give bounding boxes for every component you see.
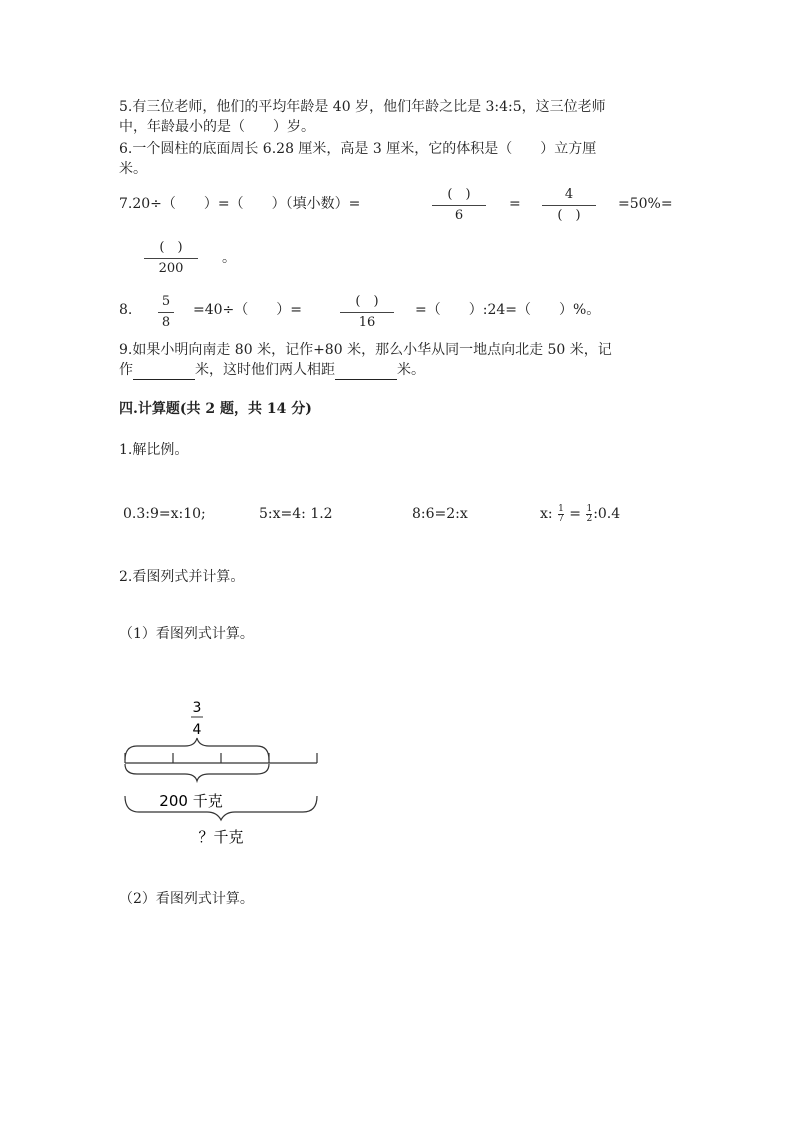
q7-mid: =50%= — [618, 196, 673, 212]
q9-answer-blank-1[interactable] — [133, 363, 195, 380]
q9-line2 — [119, 360, 425, 380]
q8-mid: =40÷（ ）= — [193, 302, 303, 318]
q7-fraction-1 — [432, 187, 486, 224]
top-brace — [125, 738, 269, 760]
eq4-fraction-2 — [586, 505, 592, 524]
q9-answer-blank-2[interactable] — [335, 363, 397, 380]
q5-line2: 中，年龄最小的是（ ）岁。 — [119, 119, 315, 135]
q8-fraction-2 — [340, 294, 394, 331]
q7-f3-denominator: 200 — [158, 261, 184, 276]
q7-f2-denominator: ( ) — [557, 208, 581, 223]
q9-line1: 9.如果小明向南走 80 米，记作+80 米，那么小华从同一地点向北走 50 米，记 — [119, 342, 612, 358]
label-unknown: ？千克 — [198, 828, 244, 846]
q7-f1-denominator: 6 — [454, 208, 464, 223]
section-heading: 四.计算题(共 2 题，共 14 分) — [119, 401, 312, 417]
calc1-equation-4 — [540, 504, 620, 524]
q8-f2-numerator: ( ) — [355, 294, 379, 309]
eq4-x: x: — [540, 506, 553, 522]
diagram-frac-denominator: 4 — [192, 722, 202, 738]
diagram-frac-numerator: 3 — [192, 700, 202, 716]
q8-label: 8. — [119, 302, 133, 318]
calc2-sub1: （1）看图列式计算。 — [119, 626, 254, 642]
eq4-equals: = — [569, 506, 581, 522]
q5-line1: 5.有三位老师，他们的平均年龄是 40 岁，他们年龄之比是 3:4:5，这三位老师 — [119, 99, 606, 115]
q8-f1-numerator: 5 — [161, 294, 171, 309]
q8-fraction-1 — [158, 294, 174, 331]
q6-line1: 6.一个圆柱的底面周长 6.28 厘米，高是 3 厘米，它的体积是（ ）立方厘 — [119, 141, 597, 157]
q9-part-b: 米，这时他们两人相距 — [195, 362, 335, 378]
q7-end: 。 — [222, 250, 236, 266]
q7-equals: = — [509, 196, 521, 212]
fraction-bar — [144, 258, 198, 259]
q7-f3-numerator: ( ) — [159, 240, 183, 255]
calc1-equation-1: 0.3:9=x:10; — [123, 506, 206, 522]
fraction-bar — [432, 205, 486, 206]
q7-fraction-2 — [542, 187, 596, 224]
q9-part-c: 米。 — [397, 362, 425, 378]
q7-f2-numerator: 4 — [564, 187, 574, 202]
eq4-f1-numerator: 1 — [558, 503, 564, 514]
calc2-title: 2.看图列式并计算。 — [119, 569, 245, 585]
q8-f2-denominator: 16 — [358, 315, 376, 330]
eq4-f2-denominator: 2 — [586, 513, 593, 524]
q9-part-a: 作 — [119, 362, 133, 378]
fraction-bar — [340, 312, 394, 313]
q8-f1-denominator: 8 — [161, 315, 171, 330]
q6-line2: 米。 — [119, 161, 147, 177]
q7-fraction-3 — [144, 240, 198, 277]
fraction-bar — [542, 205, 596, 206]
label-known: 200 千克 — [159, 792, 223, 810]
known-brace — [125, 764, 269, 781]
eq4-f2-numerator: 1 — [586, 503, 593, 514]
q8-tail: =（ ）:24=（ ）%。 — [415, 302, 601, 318]
calc2-sub2: （2）看图列式计算。 — [119, 891, 254, 907]
fraction-bar — [158, 312, 174, 313]
bar-diagram — [115, 690, 325, 850]
calc1-equation-3: 8:6=2:x — [412, 506, 468, 522]
eq4-f1-denominator: 7 — [558, 513, 564, 524]
q7-prefix: 7.20÷（ ）=（ ）（填小数）= — [119, 196, 361, 212]
eq4-tail: :0.4 — [593, 506, 621, 522]
calc1-equation-2: 5:x=4: 1.2 — [259, 506, 333, 522]
q7-f1-numerator: ( ) — [447, 187, 471, 202]
eq4-fraction-1 — [558, 505, 564, 524]
calc1-title: 1.解比例。 — [119, 442, 189, 458]
